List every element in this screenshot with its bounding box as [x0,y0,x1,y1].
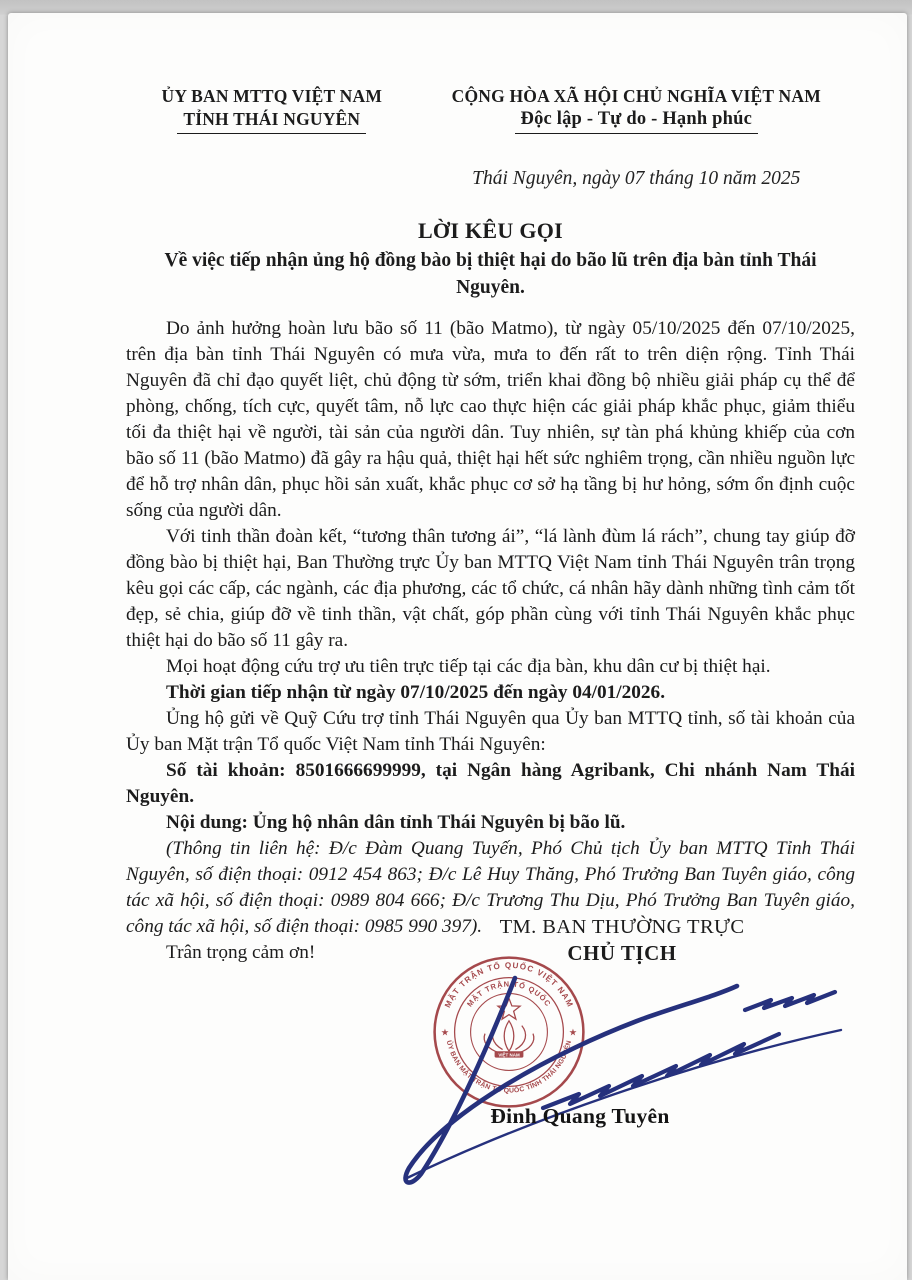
signature-loop-stroke [406,978,737,1183]
document-subtitle: Về việc tiếp nhận ủng hộ đồng bào bị thiệt hại do bão lũ trên địa bàn tỉnh Thái Nguyên. [164,250,817,298]
paragraph-thanks: Trân trọng cảm ơn! [166,942,316,963]
signature-top-scribble-stroke [745,992,835,1010]
signature-visual-area [407,960,837,1216]
signature-ink [393,954,851,1202]
issuing-org-line1: ỦY BAN MTTQ VIỆT NAM [161,86,383,106]
paragraph-contact-info: (Thông tin liên hệ: Đ/c Đàm Quang Tuyến, Phó Chủ tịch Ủy ban MTTQ Tỉnh Thái Nguyên, số điện thoại: 0912 454 863; Đ/c Lê Huy Thăng, Phó Trưởng Ban Tuyên giáo, công tác xã hội, số điện thoại: 0989 804 666; Đ/c Trương Thu Dịu, Phó Trưởng Ban Tuyên giáo, công tác xã hội, số điện thoại: 0985 990 397). [126,838,855,937]
paragraph-1: Do ảnh hưởng hoàn lưu bão số 11 (bão Matmo), từ ngày 05/10/2025 đến 07/10/2025, trên địa bàn tỉnh Thái Nguyên có mưa vừa, mưa to đến rất to trên diện rộng. Tỉnh Thái Nguyên đã chỉ đạo quyết liệt, chủ động từ sớm, triển khai đồng bộ nhiều giải pháp cụ thể để phòng, chống, tích cực, quyết tâm, nỗ lực cao thực hiện các giải pháp khắc phục, giảm thiểu tối đa thiệt hại về người, tài sản của người dân. Tuy nhiên, sự tàn phá khủng khiếp của cơn bão số 11 (bão Matmo) đã gây ra hậu quả, thiệt hại hết sức nghiêm trọng, cần nhiều nguồn lực để hỗ trợ nhân dân, phục hồi sản xuất, khắc phục cơ sở hạ tầng bị hư hỏng, sớm ổn định cuộc sống của người dân. [126,318,855,521]
signature-block [407,916,837,1216]
issuing-org-block [126,85,418,134]
signature-on-behalf: TM. BAN THƯỜNG TRỰC [499,916,745,938]
document-page [8,13,907,1280]
document-header [126,85,855,134]
place-date-line: Thái Nguyên, ngày 07 tháng 10 năm 2025 [472,168,801,189]
national-title: CỘNG HÒA XÃ HỘI CHỦ NGHĨA VIỆT NAM [451,86,821,106]
seal-outer-bottom-text: ỦY BAN MẶT TRẬN TỔ QUỐC TỈNH THÁI NGUYÊN [444,1039,574,1095]
document-content [8,13,907,1216]
national-header-block [418,85,855,134]
seal-inner-text: MẶT TRẬN TỔ QUỐC [465,979,553,1009]
seal-right-star-icon: ★ [569,1028,577,1038]
paragraph-3: Mọi hoạt động cứu trợ ưu tiên trực tiếp tại các địa bàn, khu dân cư bị thiệt hại. [166,656,771,677]
paragraph-transfer-note: Nội dung: Ủng hộ nhân dân tỉnh Thái Nguyên bị bão lũ. [166,812,626,833]
signer-name: Đinh Quang Tuyên [490,1104,670,1128]
paragraph-donation-info: Ủng hộ gửi về Quỹ Cứu trợ tỉnh Thái Nguyên qua Ủy ban MTTQ tỉnh, số tài khoản của Ủy ban Mặt trận Tổ quốc Việt Nam tỉnh Thái Nguyên: [126,708,855,755]
seal-center-caption: VIỆT NAM [498,1052,520,1058]
national-motto: Độc lập - Tự do - Hạnh phúc [515,108,759,134]
document-title: LỜI KÊU GỌI [417,218,564,243]
seal-outer-top-text: MẶT TRẬN TỔ QUỐC VIỆT NAM [443,960,575,1010]
seal-left-star-icon: ★ [441,1028,449,1038]
issuing-org-line2: TỈNH THÁI NGUYÊN [177,108,366,134]
paragraph-account-number: Số tài khoản: 8501666699999, tại Ngân hàng Agribank, Chi nhánh Nam Thái Nguyên. [126,760,855,807]
paragraph-reception-period: Thời gian tiếp nhận từ ngày 07/10/2025 đến ngày 04/01/2026. [166,682,666,703]
document-body [126,316,855,966]
signature-position: CHỦ TỊCH [567,941,677,965]
paragraph-2: Với tinh thần đoàn kết, “tương thân tương ái”, “lá lành đùm lá rách”, chung tay giúp đỡ đồng bào bị thiệt hại, Ban Thường trực Ủy ban MTTQ Việt Nam tỉnh Thái Nguyên trân trọng kêu gọi các cấp, các ngành, các địa phương, các tổ chức, cá nhân hãy dành những tình cảm tốt đẹp, sẻ chia, giúp đỡ về tinh thần, vật chất, góp phần cùng với tỉnh Thái Nguyên khắc phục thiệt hại do bão số 11 gây ra. [126,526,855,651]
